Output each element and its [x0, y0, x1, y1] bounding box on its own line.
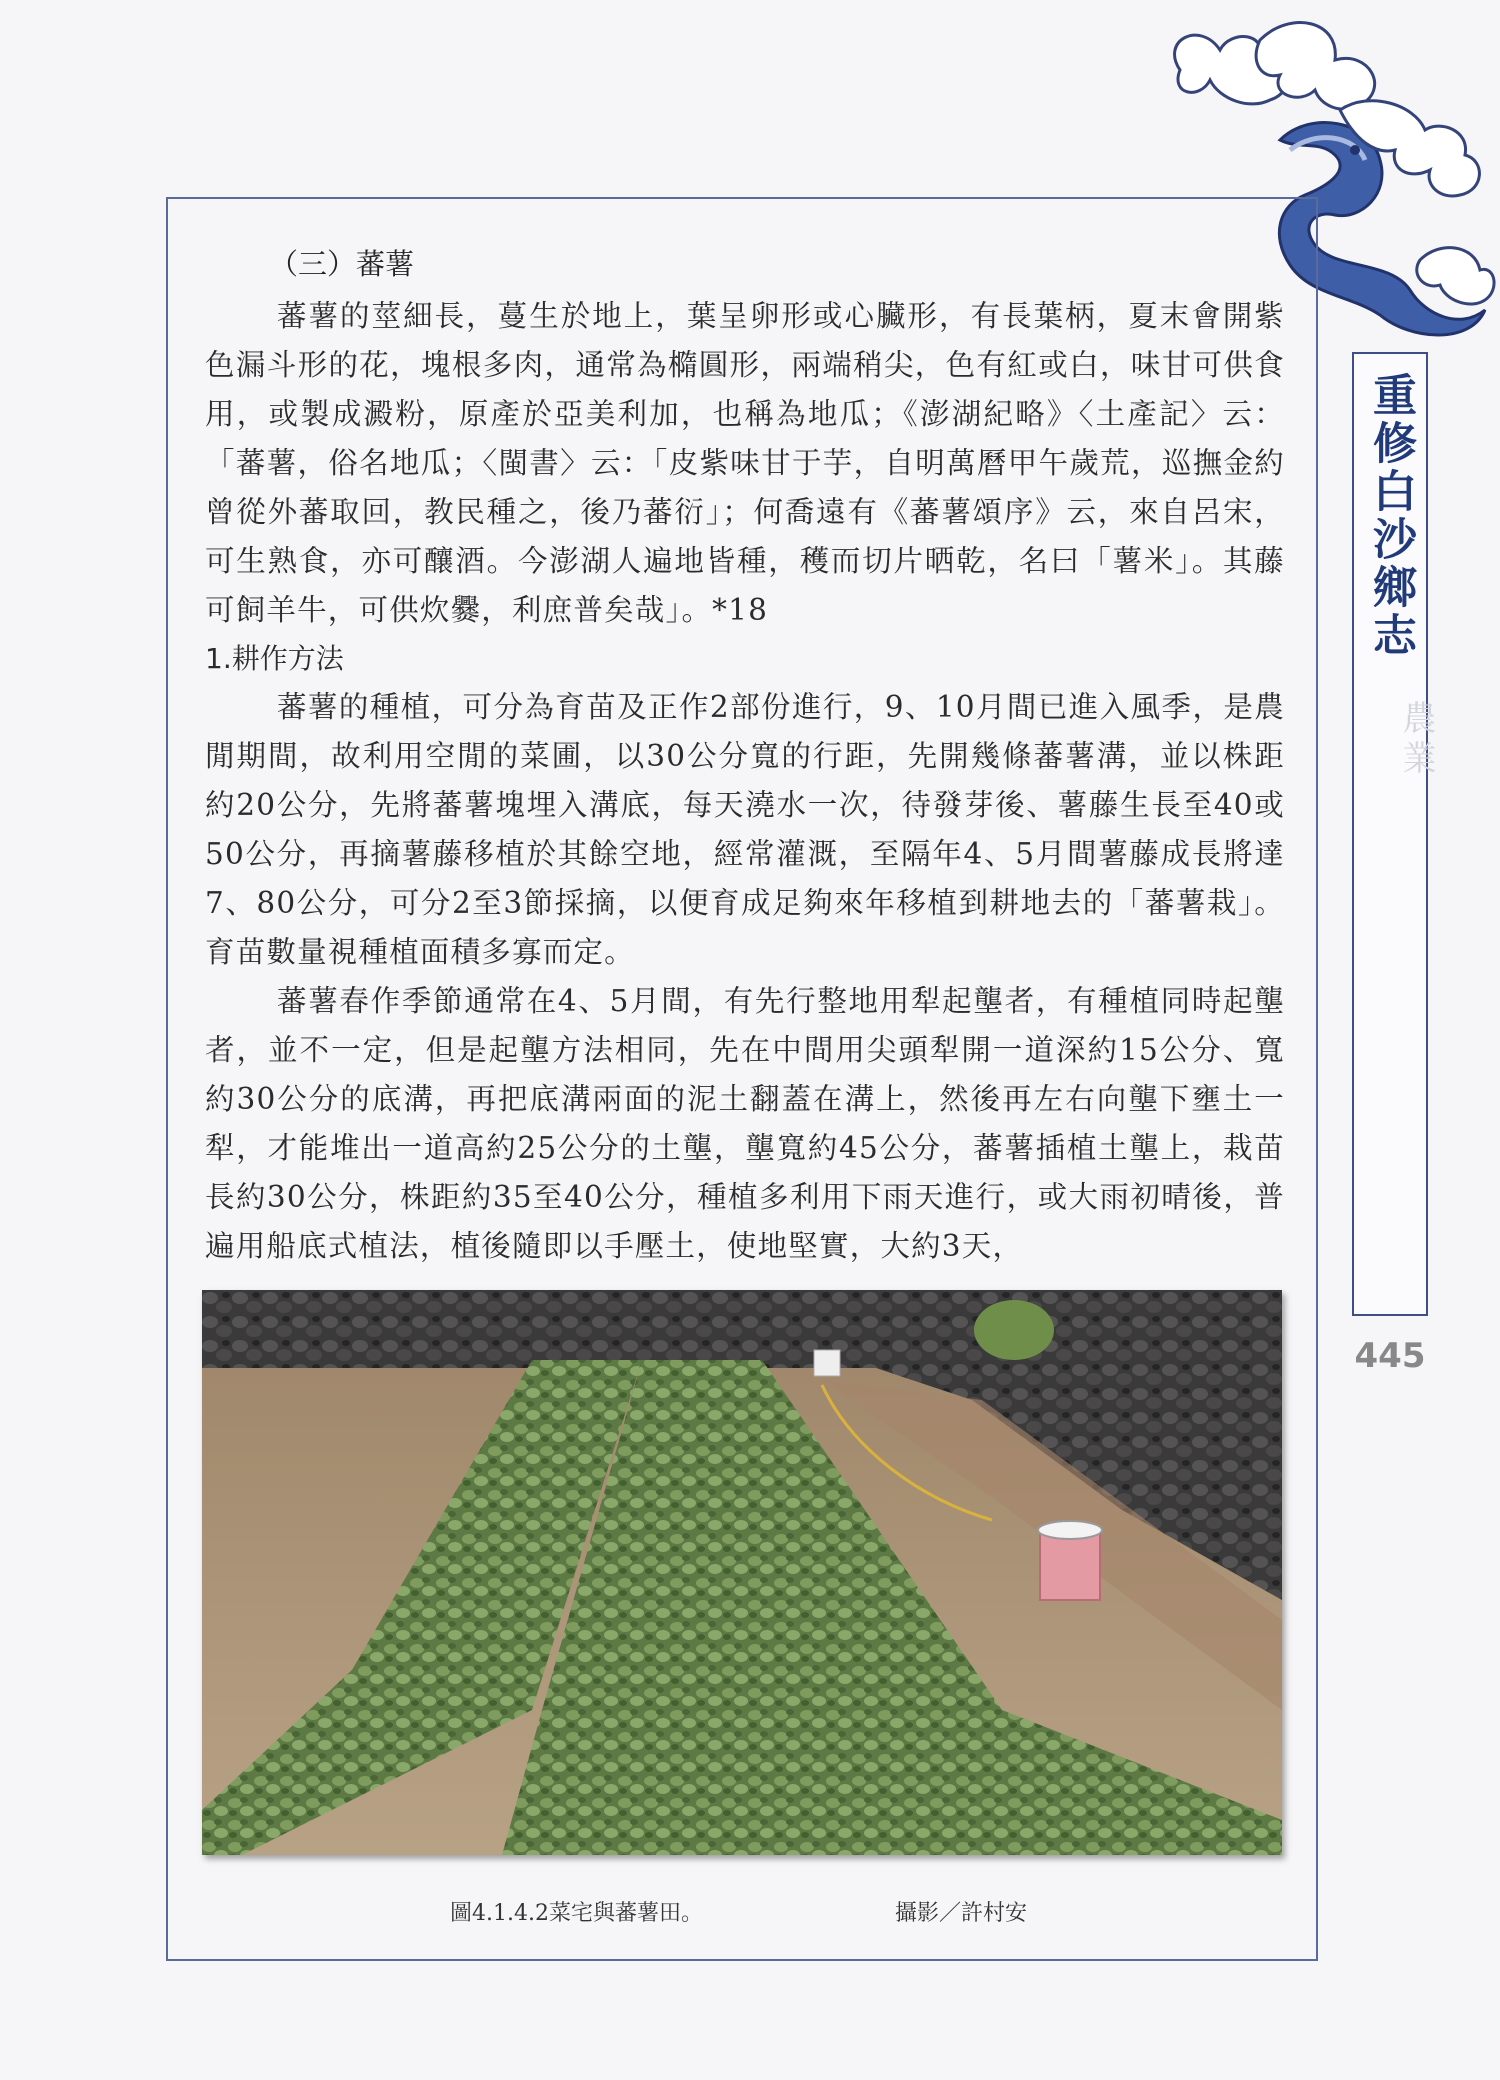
figure-caption: 圖4.1.4.2菜宅與蕃薯田。	[450, 1901, 703, 1926]
book-title: 重修白沙鄉志	[1365, 372, 1416, 660]
sub-heading: 1.耕作方法	[205, 642, 344, 675]
body-paragraph: 蕃薯的莖細長，蔓生於地上，葉呈卵形或心臟形，有長葉柄，夏末會開紫色漏斗形的花，塊根多肉，通常為橢圓形，兩端稍尖，色有紅或白，味甘可供食用，或製成澱粉，原產於亞美利加，也稱為地瓜；《澎湖紀略》〈土產記〉云：「蕃薯，俗名地瓜；〈閩書〉云：「皮紫味甘于芋，自明萬曆甲午歲荒，巡撫金約曾從外蕃取回，教民種之，後乃蕃衍」；何喬遠有《蕃薯頌序》云，來自呂宋，可生熟食，亦可釀酒。今澎湖人遍地皆種，穫而切片晒乾，名曰「薯米」。其藤可飼羊牛，可供炊爨，利庶普矣哉」。*18	[205, 299, 1285, 627]
section-heading: （三）蕃薯	[269, 247, 415, 281]
chapter-label: 農業	[1396, 700, 1436, 780]
page-number: 445	[1354, 1336, 1426, 1376]
body-paragraph: 蕃薯的種植，可分為育苗及正作2部份進行，9、10月間已進入風季，是農閒期間，故利用空閒的菜圃，以30公分寬的行距，先開幾條蕃薯溝，並以株距約20公分，先將蕃薯塊埋入溝底，每天澆水一次，待發芽後、薯藤生長至40或50公分，再摘薯藤移植於其餘空地，經常灌溉，至隔年4、5月間薯藤成長將達7、80公分，可分2至3節採摘，以便育成足夠來年移植到耕地去的「蕃薯栽」。育苗數量視種植面積多寡而定。	[205, 690, 1285, 969]
main-content	[205, 240, 1285, 1271]
photo-credit: 攝影／許村安	[895, 1901, 1028, 1926]
body-paragraph: 蕃薯春作季節通常在4、5月間，有先行整地用犁起壟者，有種植同時起壟者，並不一定，但是起壟方法相同，先在中間用尖頭犁開一道深約15公分、寬約30公分的底溝，再把底溝兩面的泥土翻蓋在溝上，然後再左右向壟下壅土一犁，才能堆出一道高約25公分的土壟，壟寬約45公分，蕃薯插植土壟上，栽苗長約30公分，株距約35至40公分，種植多利用下雨天進行，或大雨初晴後，普遍用船底式植法，植後隨即以手壓土，使地堅實，大約3天，	[205, 984, 1285, 1263]
photo-illustration	[202, 1290, 1282, 1855]
side-tab	[1352, 352, 1428, 1316]
sweet-potato-field-photo	[202, 1290, 1282, 1855]
